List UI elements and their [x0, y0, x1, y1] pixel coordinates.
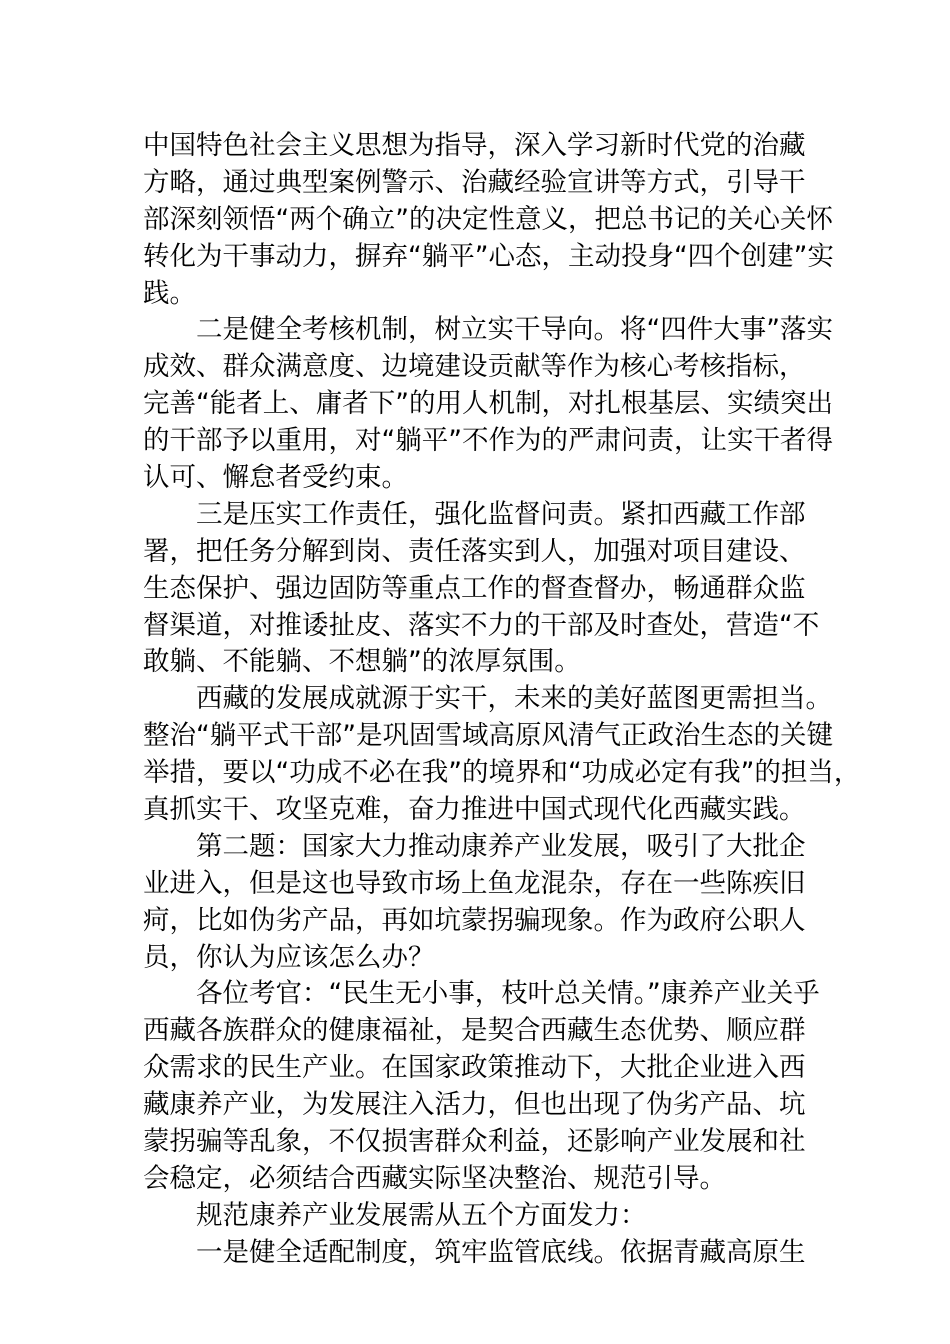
text-line: 转化为干事动力，摒弃“躺平”心态，主动投身“四个创建”实 [143, 240, 834, 272]
text-line: 第二题：国家大力推动康养产业发展，吸引了大批企 [196, 830, 806, 862]
text-line: 三是压实工作责任，强化监督问责。紧扣西藏工作部 [196, 498, 806, 530]
text-line: 真抓实干、攻坚克难，奋力推进中国式现代化西藏实践。 [143, 794, 806, 826]
text-line: 成效、群众满意度、边境建设贡献等作为核心考核指标， [143, 351, 806, 383]
text-line: 二是健全考核机制，树立实干导向。将“四件大事”落实 [196, 314, 833, 346]
text-line: 会稳定，必须结合西藏实际坚决整治、规范引导。 [143, 1162, 726, 1194]
text-line: 举措，要以“功成不必在我”的境界和“功成必定有我”的担当， [143, 757, 861, 789]
text-line: 西藏各族群众的健康福祉，是契合西藏生态优势、顺应群 [143, 1015, 806, 1047]
text-line: 部深刻领悟“两个确立”的决定性意义，把总书记的关心关怀 [143, 203, 833, 235]
text-line: 蒙拐骗等乱象，不仅损害群众利益，还影响产业发展和社 [143, 1126, 806, 1158]
text-line: 一是健全适配制度，筑牢监管底线。依据青藏高原生 [196, 1236, 806, 1268]
text-line: 中国特色社会主义思想为指导，深入学习新时代党的治藏 [143, 130, 806, 161]
text-line: 方略，通过典型案例警示、治藏经验宣讲等方式，引导干 [143, 166, 806, 198]
text-line: 藏康养产业，为发展注入活力，但也出现了伪劣产品、坑 [143, 1089, 806, 1121]
text-line: 众需求的民生产业。在国家政策推动下，大批企业进入西 [143, 1052, 806, 1084]
text-line: 规范康养产业发展需从五个方面发力： [196, 1199, 647, 1231]
text-line: 督渠道，对推诿扯皮、落实不力的干部及时查处，营造“不 [143, 609, 820, 641]
text-line: 完善“能者上、庸者下”的用人机制，对扎根基层、实绩突出 [143, 388, 833, 420]
text-line: 业进入，但是这也导致市场上鱼龙混杂，存在一些陈疾旧 [143, 867, 806, 899]
document-body [143, 128, 861, 1272]
text-line: 整治“躺平式干部”是巩固雪域高原风清气正政治生态的关键 [143, 720, 833, 752]
text-line: 生态保护、强边固防等重点工作的督查督办，畅通群众监 [143, 572, 806, 604]
text-line: 的干部予以重用，对“躺平”不作为的严肃问责，让实干者得 [143, 425, 833, 457]
text-line: 署，把任务分解到岗、责任落实到人，加强对项目建设、 [143, 535, 806, 567]
text-line: 践。 [143, 277, 196, 309]
text-line: 疴，比如伪劣产品，再如坑蒙拐骗现象。作为政府公职人 [143, 904, 806, 936]
text-line: 西藏的发展成就源于实干，未来的美好蓝图更需担当。 [196, 683, 832, 715]
text-line: 员，你认为应该怎么办？ [143, 941, 435, 973]
text-line: 认可、懈怠者受约束。 [143, 462, 408, 494]
text-line: 敢躺、不能躺、不想躺”的浓厚氛围。 [143, 646, 581, 678]
text-line: 各位考官：“民生无小事，枝叶总关情。”康养产业关乎 [196, 978, 820, 1010]
